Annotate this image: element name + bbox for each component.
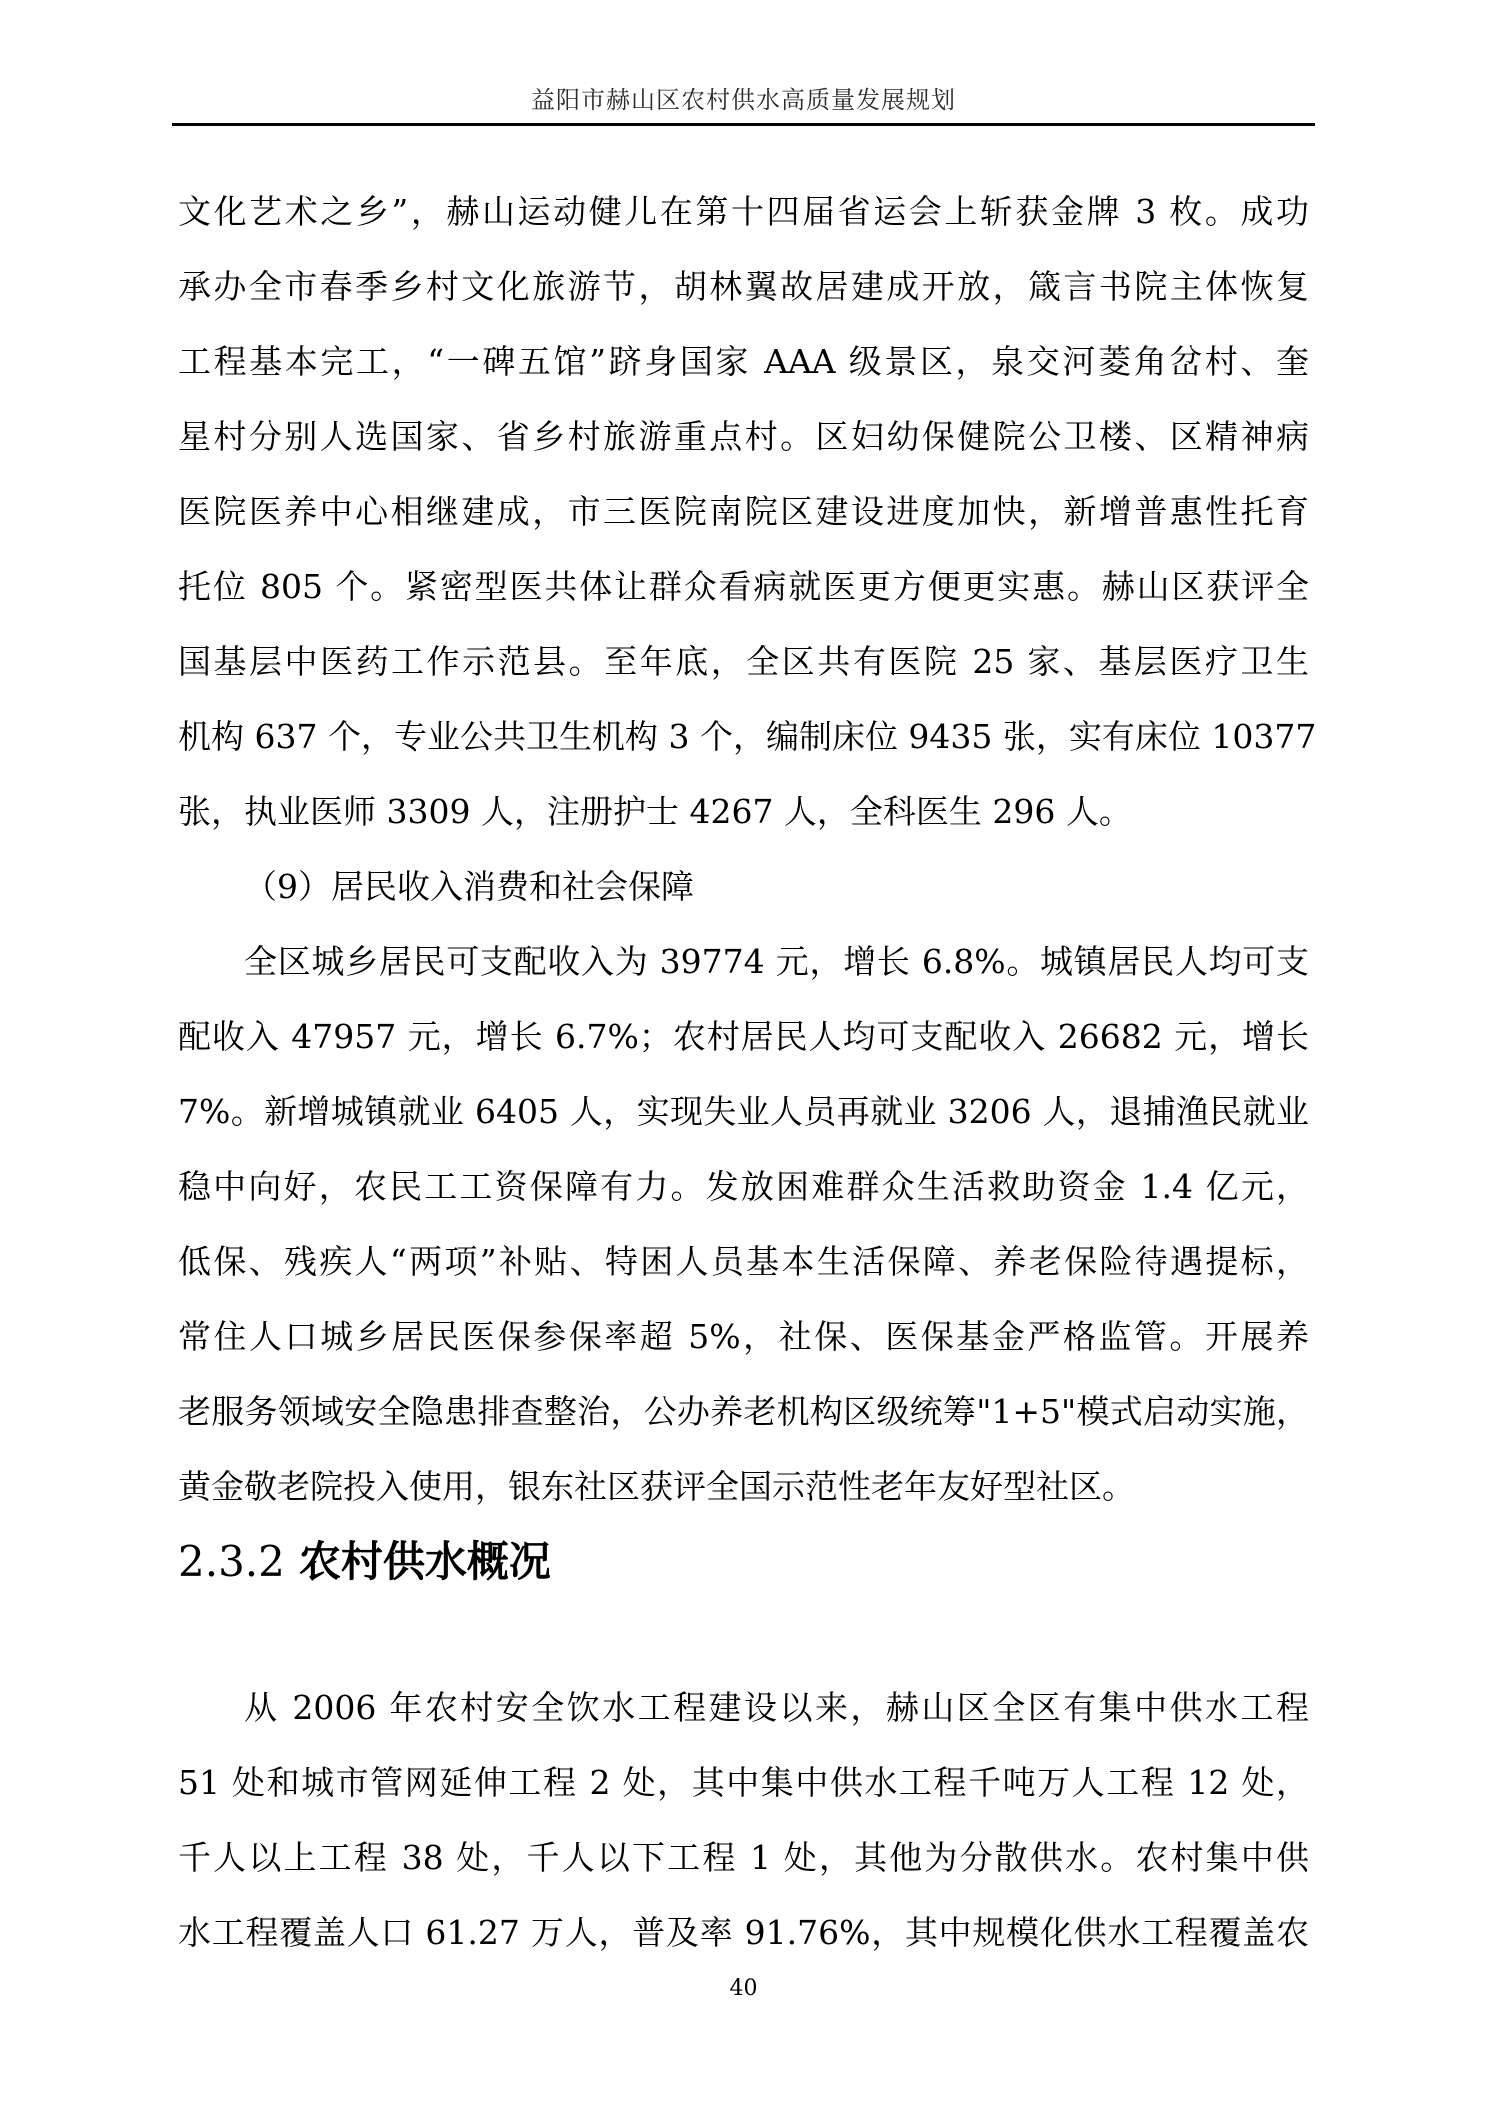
page-footer	[0, 1978, 1487, 2000]
body-line: 低保、残疾人“两项”补贴、特困人员基本生活保障、养老保险待遇提标，	[178, 1241, 1309, 1281]
body-line: 7%。新增城镇就业 6405 人，实现失业人员再就业 3206 人，退捕渔民就业	[178, 1091, 1309, 1131]
body-paragraph	[178, 174, 1317, 849]
body-paragraph	[178, 849, 1309, 924]
header-title: 益阳市赫山区农村供水高质量发展规划	[531, 86, 956, 114]
body-line: 国基层中医药工作示范县。至年底，全区共有医院 25 家、基层医疗卫生	[178, 641, 1309, 681]
body-line: 51 处和城市管网延伸工程 2 处，其中集中供水工程千吨万人工程 12 处，	[178, 1762, 1309, 1802]
body-line: 文化艺术之乡”，赫山运动健儿在第十四届省运会上斩获金牌 3 枚。成功	[178, 191, 1309, 231]
body-line: 稳中向好，农民工工资保障有力。发放困难群众生活救助资金 1.4 亿元，	[178, 1166, 1309, 1206]
body-line: 配收入 47957 元，增长 6.7%；农村居民人均可支配收入 26682 元，增长	[178, 1016, 1309, 1056]
document-body	[178, 174, 1317, 1970]
body-line: 全区城乡居民可支配收入为 39774 元，增长 6.8%。城镇居民人均可支	[244, 941, 1309, 981]
body-line: 水工程覆盖人口 61.27 万人，普及率 91.76%，其中规模化供水工程覆盖农	[178, 1912, 1309, 1952]
body-line: 老服务领域安全隐患排查整治，公办养老机构区级统筹"1+5"模式启动实施，	[178, 1391, 1309, 1431]
section-heading-number: 2.3.2	[178, 1536, 285, 1586]
section-heading-text: 农村供水概况	[298, 1536, 551, 1586]
header-rule	[172, 123, 1315, 126]
body-line: 张，执业医师 3309 人，注册护士 4267 人，全科医生 296 人。	[178, 791, 1132, 831]
body-paragraph	[178, 924, 1309, 1524]
body-line: 承办全市春季乡村文化旅游节，胡林翼故居建成开放，箴言书院主体恢复	[178, 266, 1309, 306]
body-line: 工程基本完工，“一碑五馆”跻身国家 AAA 级景区，泉交河菱角岔村、奎	[178, 341, 1309, 381]
body-line: 黄金敬老院投入使用，银东社区获评全国示范性老年友好型社区。	[178, 1466, 1135, 1506]
body-line: （9）居民收入消费和社会保障	[244, 866, 694, 906]
body-line: 星村分别人选国家、省乡村旅游重点村。区妇幼保健院公卫楼、区精神病	[178, 416, 1309, 456]
body-paragraph	[178, 1670, 1309, 1970]
body-line: 常住人口城乡居民医保参保率超 5%，社保、医保基金严格监管。开展养	[178, 1316, 1309, 1356]
body-line: 机构 637 个，专业公共卫生机构 3 个，编制床位 9435 张，实有床位 10377	[178, 716, 1317, 756]
body-line: 从 2006 年农村安全饮水工程建设以来，赫山区全区有集中供水工程	[244, 1687, 1309, 1727]
section-heading	[178, 1532, 1309, 1592]
footer-page-number: 40	[729, 1976, 758, 2001]
body-line: 千人以上工程 38 处，千人以下工程 1 处，其他为分散供水。农村集中供	[178, 1837, 1309, 1877]
body-line: 医院医养中心相继建成，市三医院南院区建设进度加快，新增普惠性托育	[178, 491, 1309, 531]
page-header	[172, 0, 1315, 115]
body-line: 托位 805 个。紧密型医共体让群众看病就医更方便更实惠。赫山区获评全	[178, 566, 1309, 606]
